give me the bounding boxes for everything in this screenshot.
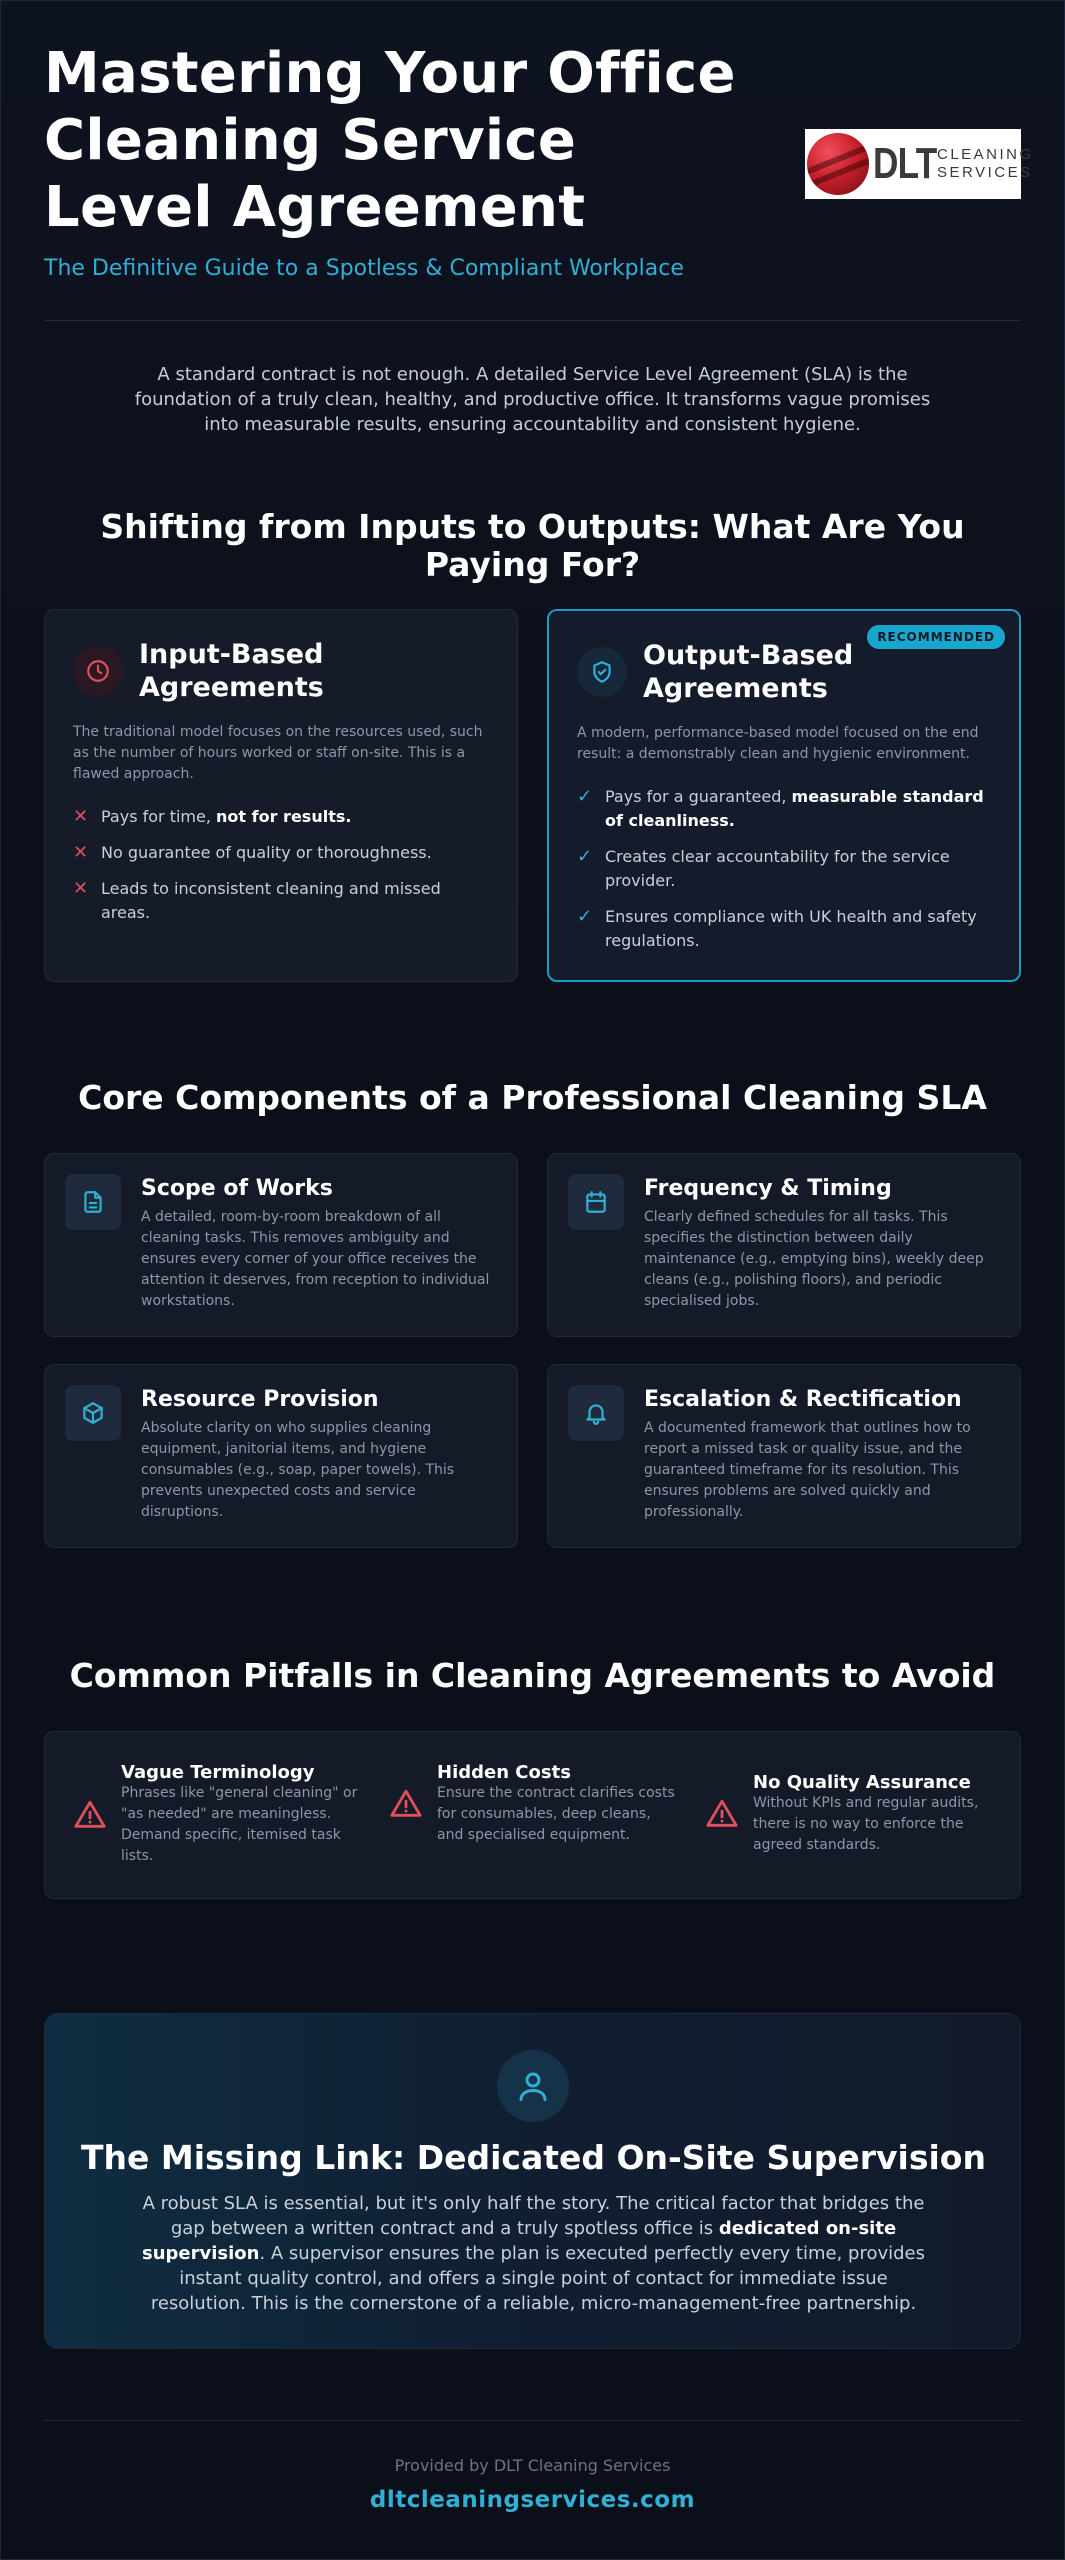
supervision-text-part: A robust SLA is essential, but it's only half the story. The critical factor that bridges the gap between a written contract and a truly spotless office is [142, 2193, 925, 2239]
component-title: Frequency & Timing [644, 1176, 892, 1201]
cross-icon: ✕ [73, 842, 89, 863]
supervision-text-bold: dedicated on-site supervision [141, 2218, 897, 2264]
warning-icon [389, 1787, 423, 1821]
component-title: Resource Provision [141, 1387, 379, 1412]
logo-line-2: SERVICES [937, 164, 1033, 181]
component-card-resources [44, 1364, 518, 1548]
box-icon [65, 1385, 121, 1441]
bell-icon [568, 1385, 624, 1441]
component-title: Scope of Works [141, 1176, 333, 1201]
list-item [577, 905, 991, 953]
footer-website-link[interactable]: dltcleaningservices.com [369, 2487, 696, 2513]
list-item [73, 877, 489, 925]
supervision-title: The Missing Link: Dedicated On-Site Supervision [81, 2138, 986, 2177]
title-line-2: Cleaning Service [44, 108, 577, 173]
intro-paragraph: A standard contract is not enough. A detailed Service Level Agreement (SLA) is the foundation of a truly clean, healthy, and productive office. It transforms vague promises into measurable results, ensuring accountability and consistent hygiene. [134, 364, 931, 435]
page-title [44, 40, 764, 241]
company-logo [805, 129, 1034, 199]
component-card-frequency [547, 1153, 1021, 1337]
pitfalls-panel [44, 1731, 1021, 1899]
cross-icon: ✕ [73, 878, 89, 899]
input-card-description: The traditional model focuses on the resources used, such as the number of hours worked or staff on-site. This is a flawed approach. [73, 724, 483, 782]
pitfall-title: Hidden Costs [437, 1762, 571, 1783]
input-card-title: Input-Based Agreements [139, 639, 324, 703]
logo-mark: DLT [873, 139, 937, 188]
divider [44, 320, 1021, 321]
item-text: No guarantee of quality or thoroughness. [101, 843, 432, 862]
item-bold-text: measurable standard of cleanliness. [605, 787, 984, 830]
warning-icon [73, 1798, 107, 1832]
output-based-card [547, 609, 1021, 982]
output-card-description: A modern, performance-based model focused on the end result: a demonstrably clean and hygienic environment. [577, 725, 979, 762]
item-bold-text: not for results. [216, 807, 352, 826]
component-description: Clearly defined schedules for all tasks. This specifies the distinction between daily maintenance (e.g., emptying bins), weekly deep cleans (e.g., polishing floors), and periodic specialised jobs. [644, 1209, 984, 1309]
logo-text [937, 146, 1034, 182]
check-icon: ✓ [577, 846, 593, 867]
item-text: Pays for time, [101, 807, 217, 826]
list-item [73, 805, 489, 829]
user-icon [497, 2050, 569, 2122]
pitfall-item [705, 1772, 995, 1856]
input-card-header [73, 638, 489, 704]
list-item [73, 841, 489, 865]
supervision-text-part: . A supervisor ensures the plan is executed perfectly every time, provides instant quality control, and offers a single point of contact for immediate issue resolution. This is the cornerstone of a reliable, micro-management-free partnership. [150, 2243, 925, 2314]
clock-icon [73, 646, 123, 696]
component-card-scope [44, 1153, 518, 1337]
page-subtitle: The Definitive Guide to a Spotless & Compliant Workplace [44, 256, 684, 281]
pitfall-description: Ensure the contract clarifies costs for consumables, deep cleans, and specialised equipment. [437, 1785, 675, 1843]
pitfall-item [73, 1762, 363, 1867]
item-text: Leads to inconsistent cleaning and missed areas. [101, 879, 441, 922]
cross-icon: ✕ [73, 806, 89, 827]
components-heading: Core Components of a Professional Cleaning SLA [78, 1078, 987, 1117]
pitfall-description: Phrases like "general cleaning" or "as needed" are meaningless. Demand specific, itemised task lists. [121, 1785, 358, 1864]
item-text: Ensures compliance with UK health and safety regulations. [605, 907, 977, 950]
pitfall-title: Vague Terminology [121, 1762, 315, 1783]
footer-credit: Provided by DLT Cleaning Services [394, 2456, 671, 2475]
output-card-list [577, 785, 991, 953]
footer-divider [44, 2420, 1021, 2421]
item-text: Pays for a guaranteed, [605, 787, 792, 806]
document-icon [65, 1174, 121, 1230]
component-card-escalation [547, 1364, 1021, 1548]
component-description: A detailed, room-by-room breakdown of all cleaning tasks. This removes ambiguity and ensures every corner of your office receives the attention it deserves, from reception to individual workstations. [141, 1209, 490, 1309]
shield-check-icon [577, 647, 627, 697]
item-text: Creates clear accountability for the service provider. [605, 847, 950, 890]
list-item [577, 845, 991, 893]
title-line-3: Level Agreement [44, 175, 586, 240]
comparison-heading: Shifting from Inputs to Outputs: What Are You Paying For? [100, 507, 965, 584]
input-card-list [73, 805, 489, 925]
input-based-card [44, 609, 518, 982]
check-icon: ✓ [577, 906, 593, 927]
logo-line-1: CLEANING [937, 146, 1034, 163]
list-item [577, 785, 991, 833]
component-title: Escalation & Rectification [644, 1387, 962, 1412]
pitfalls-heading: Common Pitfalls in Cleaning Agreements to Avoid [69, 1656, 996, 1695]
supervision-panel [44, 2013, 1021, 2349]
supervision-text [140, 2191, 927, 2316]
check-icon: ✓ [577, 786, 593, 807]
component-description: A documented framework that outlines how to report a missed task or quality issue, and the guaranteed timeframe for its resolution. This ensures problems are solved quickly and professionally. [644, 1420, 971, 1520]
component-description: Absolute clarity on who supplies cleaning equipment, janitorial items, and hygiene consumables (e.g., soap, paper towels). This prevents unexpected costs and service disruptions. [141, 1420, 455, 1520]
calendar-icon [568, 1174, 624, 1230]
output-card-title: Output-Based Agreements [643, 640, 854, 704]
logo-sphere-icon [807, 133, 869, 195]
pitfall-title: No Quality Assurance [753, 1772, 971, 1793]
pitfall-description: Without KPIs and regular audits, there is no way to enforce the agreed standards. [753, 1795, 979, 1853]
title-line-1: Mastering Your Office [44, 41, 736, 106]
warning-icon [705, 1797, 739, 1831]
recommended-badge: RECOMMENDED [867, 625, 1005, 649]
pitfall-item [389, 1762, 679, 1846]
